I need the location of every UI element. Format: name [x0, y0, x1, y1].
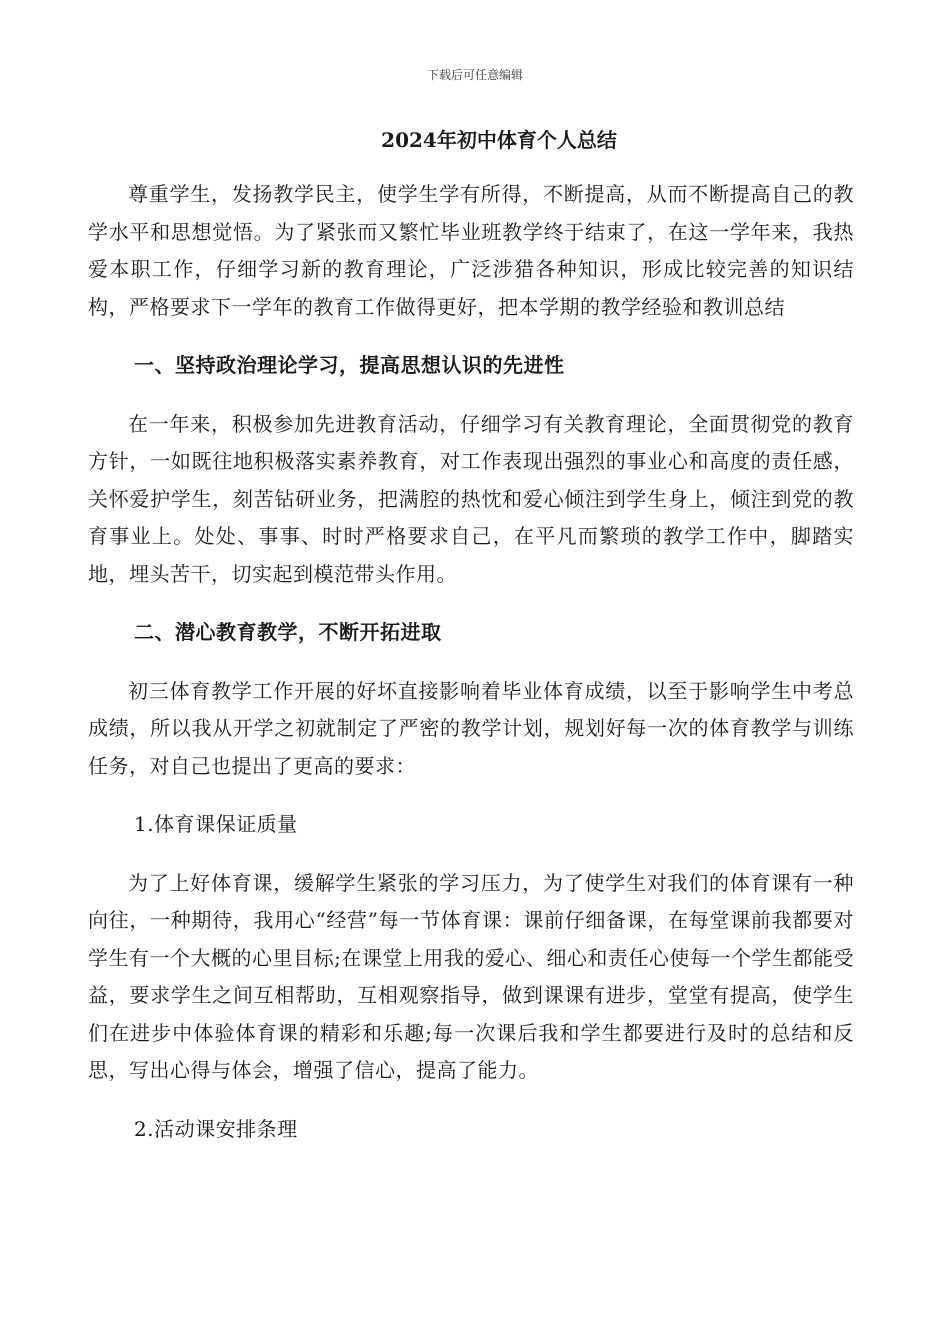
document-body — [88, 176, 854, 1148]
section-1-heading: 一、坚持政治理论学习，提高思想认识的先进性 — [134, 353, 565, 377]
item-1-heading: 1.体育课保证质量 — [134, 812, 298, 836]
document-title: 2024年初中体育个人总结 — [381, 128, 617, 152]
section-1-paragraph: 在一年来，积极参加先进教育活动，仔细学习有关教育理论，全面贯彻党的教育方针，一如既往地积极落实素养教育，对工作表现出强烈的事业心和高度的责任感，关怀爱护学生，刻苦钻研业务，把满腔的热忱和爱心倾注到学生身上，倾注到党的教育事业上。处处、事事、时时严格要求自己，在平凡而繁琐的教学工作中，脚踏实地，埋头苦干，切实起到模范带头作用。 — [88, 411, 854, 586]
item-1-paragraph: 为了上好体育课，缓解学生紧张的学习压力，为了使学生对我们的体育课有一种向往，一种期待，我用心“经营”每一节体育课：课前仔细备课，在每堂课前我都要对学生有一个大概的心里目标;在课堂上用我的爱心、细心和责任心使每一个学生都能受益，要求学生之间互相帮助，互相观察指导，做到课课有进步，堂堂有提高，使学生们在进步中体验体育课的精彩和乐趣;每一次课后我和学生都要进行及时的总结和反思，写出心得与体会，增强了信心，提高了能力。 — [88, 870, 854, 1082]
header-note: 下载后可任意编辑 — [426, 68, 523, 82]
section-2-paragraph: 初三体育教学工作开展的好坏直接影响着毕业体育成绩，以至于影响学生中考总成绩，所以我从开学之初就制定了严密的教学计划，规划好每一次的体育教学与训练任务，对自己也提出了更高的要求： — [88, 678, 854, 778]
section-2-heading: 二、潜心教育教学，不断开拓进取 — [134, 620, 442, 644]
intro-paragraph: 尊重学生，发扬教学民主，使学生学有所得，不断提高，从而不断提高自己的教学水平和思想觉悟。为了紧张而又繁忙毕业班教学终于结束了，在这一学年来，我热爱本职工作，仔细学习新的教育理论，广泛涉猎各种知识，形成比较完善的知识结构，严格要求下一学年的教育工作做得更好，把本学期的教学经验和教训总结 — [88, 182, 854, 319]
item-2-heading: 2.活动课安排条理 — [134, 1116, 298, 1141]
